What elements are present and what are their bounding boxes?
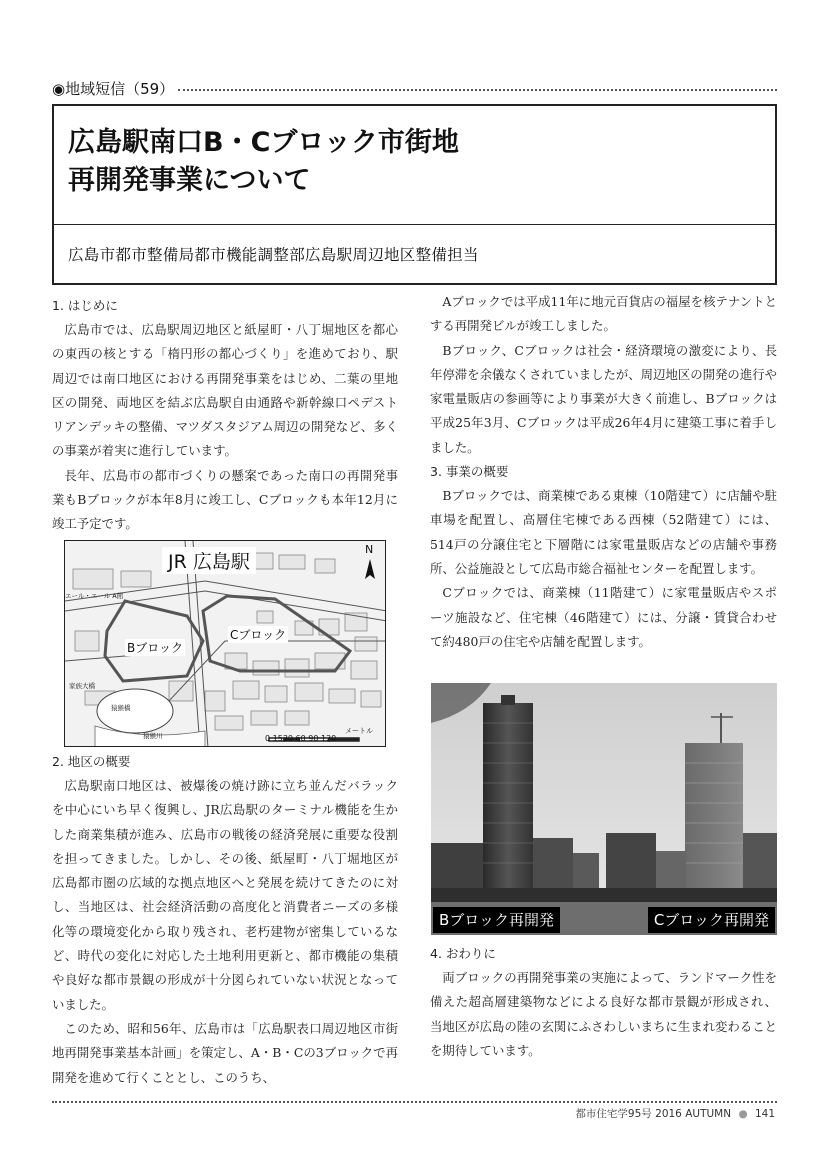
title-box [52, 104, 777, 285]
journal-name: 都市住宅学95号 [575, 1108, 652, 1120]
left-column-lower [52, 750, 398, 1090]
issue-label: 2016 AUTUMN [655, 1108, 732, 1120]
section-3-heading: 3. 事業の概要 [430, 464, 509, 480]
block-c-label: Cブロック [230, 628, 287, 642]
map-scale-unit: メートル [345, 727, 373, 735]
series-header [52, 77, 777, 99]
author-byline: 広島市都市整備局都市機能調整部広島駅周辺地区整備担当 [68, 246, 479, 264]
page-footer [575, 1106, 775, 1121]
bullet-icon: ● [738, 1108, 748, 1120]
section-2-paragraph: このため、昭和56年、広島市は「広島駅表口周辺地区市街地再開発事業基本計画」を策定し、A・B・Cの3ブロックで再開発を進めて行くこととし、このうち、 [52, 1020, 398, 1085]
section-2-heading: 2. 地区の概要 [52, 754, 131, 769]
series-label: ◉地域短信（59） [52, 79, 175, 98]
map-place-label: 猿猴川 [143, 732, 163, 740]
north-arrow-label: N [365, 543, 374, 556]
section-2-paragraph: Bブロック、Cブロックは社会・経済環境の激変により、長年停滞を余儀なくされていましたが、周辺地区の開発の進行や家電量販店の参画等により事業が大きく前進し、Bブロックは平成25年3月、Cブロックは平成26年4月に建築工事に着手しました。 [430, 342, 777, 455]
map-place-label: エール・エール A館 [65, 592, 124, 600]
section-2-paragraph: Aブロックでは平成11年に地元百貨店の福屋を核テナントとする再開発ビルが竣工しました。 [430, 294, 777, 334]
title-line-2: 再開発事業について [68, 165, 311, 196]
footer-rule [52, 1101, 777, 1103]
redevelopment-photo [431, 683, 777, 935]
article-title [68, 124, 668, 200]
left-column [52, 294, 398, 537]
section-3-paragraph: Cブロックでは、商業棟（11階建て）に家電量販店やスポーツ施設など、住宅棟（46階建て）には、分譲・賃貸合わせて約480戸の住宅や店舗を配置します。 [430, 585, 777, 649]
station-label: JR 広島駅 [162, 547, 256, 574]
page-number: 141 [754, 1108, 775, 1120]
photo-caption-c: Cブロック再開発 [648, 907, 775, 933]
block-b-label: Bブロック [127, 641, 183, 655]
location-map [64, 540, 386, 747]
section-4-paragraph: 両ブロックの再開発事業の実施によって、ランドマーク性を備えた超高層建築物などによる良好な都市景観が形成され、当地区が広島の陸の玄関にふさわしいまちに生まれ変わることを期待しています。 [430, 970, 777, 1058]
dotted-rule [178, 89, 777, 91]
section-1-heading: 1. はじめに [52, 298, 118, 313]
section-4-heading: 4. おわりに [430, 946, 496, 961]
right-column [430, 290, 777, 654]
map-place-label: 家族大橋 [69, 682, 95, 690]
title-line-1: 広島駅南口B・Cブロック市街地 [68, 127, 459, 158]
photo-graphic [431, 683, 777, 935]
section-1-paragraph: 長年、広島市の都市づくりの懸案であった南口の再開発事業もBブロックが本年8月に竣工し、Cブロックも本年12月に竣工予定です。 [52, 467, 398, 532]
map-scale-label: 0 1530 60 90 120 [265, 734, 337, 743]
photo-caption-b: Bブロック再開発 [433, 907, 560, 933]
section-2-paragraph: 広島駅南口地区は、被爆後の焼け跡に立ち並んだバラックを中心にいち早く復興し、JR広島駅のターミナル機能を生かした商業集積が進み、広島市の戦後の経済発展に重要な役割を担ってきました。しかし、その後、紙屋町・八丁堀地区が広島都市圏の広域的な拠点地区へと発展を続けてきたのに対し、当地区は、社会経済活動の高度化と消費者ニーズの多様化等の環境変化から取り残され、老朽建物が密集しているなど、時代の変化に対応した土地利用更新と、都市機能の集積や良好な都市景観の形成が十分図られていない状況となっていました。 [52, 778, 398, 1012]
section-3-paragraph: Bブロックでは、商業棟である東棟（10階建て）に店舗や駐車場を配置し、高層住宅棟である西棟（52階建て）には、514戸の分譲住宅と下層階には家電量販店などの店舗や事務所、公益施設として広島市総合福祉センターを配置します。 [430, 488, 777, 576]
section-1-paragraph: 広島市では、広島駅周辺地区と紙屋町・八丁堀地区を都心の東西の核とする「楕円形の都心づくり」を進めており、駅周辺では南口地区における再開発事業をはじめ、二葉の里地区の開発、両地区を結ぶ広島駅自由通路や新幹線口ペデストリアンデッキの整備、マツダスタジアム周辺の開発など、多くの事業が着実に進行しています。 [52, 322, 398, 459]
right-column-lower [430, 942, 777, 1063]
title-divider [54, 224, 775, 225]
map-place-label: 猿猴橋 [111, 704, 131, 712]
